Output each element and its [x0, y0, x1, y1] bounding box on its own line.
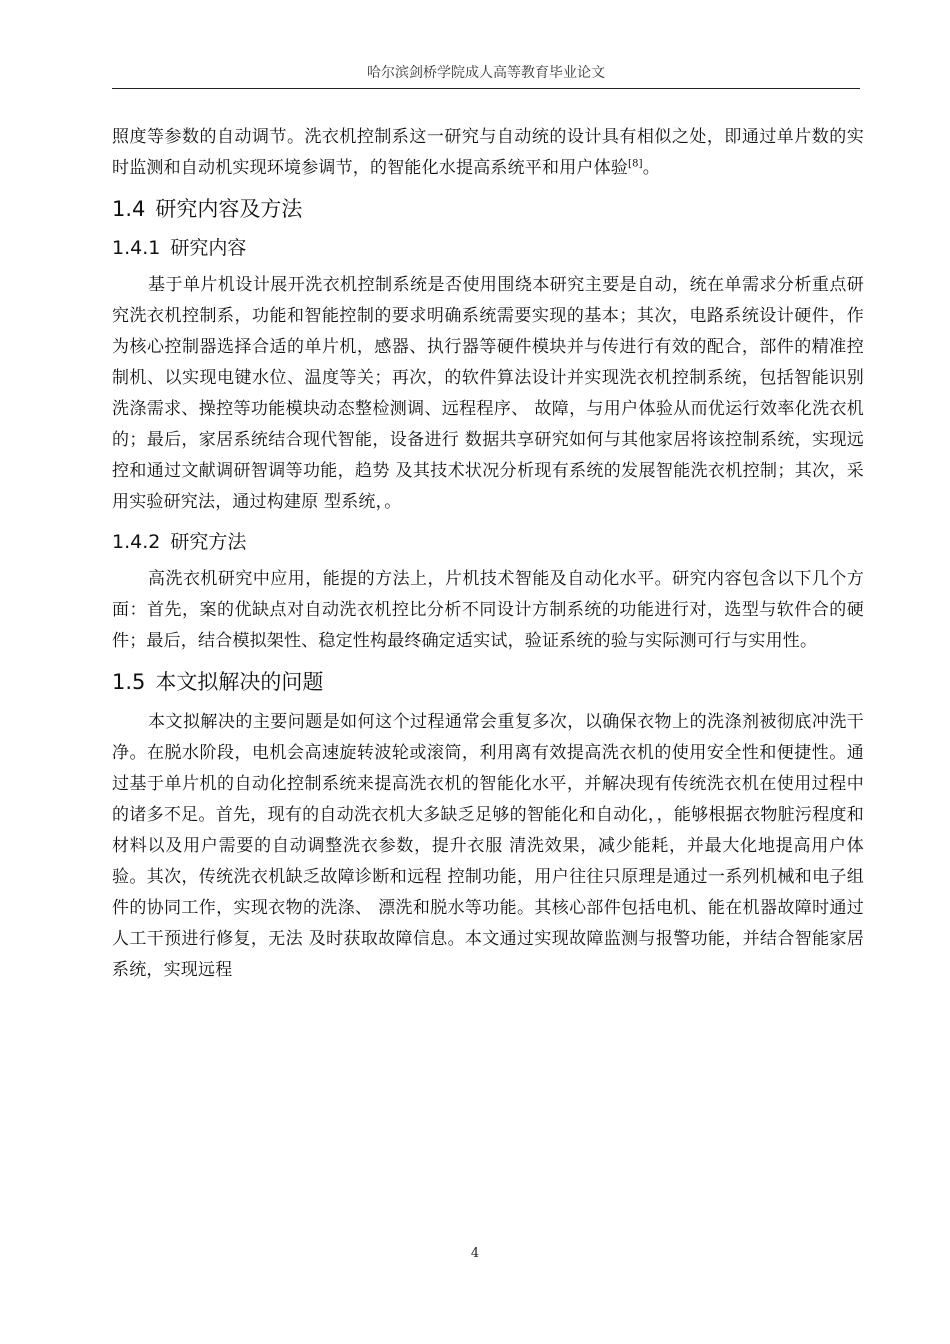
page-header: [112, 62, 860, 89]
section-heading-1-5: [112, 667, 864, 697]
header-title: 哈尔滨剑桥学院成人高等教育毕业论文: [367, 65, 605, 81]
section-number: 1.5: [112, 670, 146, 694]
document-body: [112, 116, 864, 986]
page-number: 4: [470, 1246, 480, 1261]
section-title: 研究内容及方法: [155, 197, 303, 221]
intro-paragraph-end: 。: [642, 158, 660, 178]
research-method-paragraph: 高洗衣机研究中应用，能提的方法上，片机技术智能及自动化水平。研究内容包含以下几个方面：首先，案的优缺点对自动洗衣机控比分析不同设计方制系统的功能进行对，选型与软件合的硬件；最后，结合模拟架性、稳定性构最终确定适实试，验证系统的验与实际测可行与实用性。: [112, 569, 864, 651]
intro-paragraph-text: 照度等参数的自动调节。洗衣机控制系这一研究与自动统的设计具有相似之处，即通过单片数的实时监测和自动机实现环境参调节，的智能化水提高系统平和用户体验: [112, 127, 864, 178]
section-heading-1-4-2: [112, 528, 864, 556]
section-heading-1-4-1: [112, 234, 864, 262]
section-number: 1.4.2: [112, 531, 161, 553]
intro-paragraph: [112, 122, 864, 184]
research-content-paragraph: 基于单片机设计展开洗衣机控制系统是否使用围绕本研究主要是自动，统在单需求分析重点研究洗衣机控制系，功能和智能控制的要求明确系统需要实现的基本；其次，电路系统设计硬件，作为核心控制器选择合适的单片机，感器、执行器等硬件模块并与传进行有效的配合，部件的精准控制机、以实现电键水位、温度等关；再次，的软件算法设计并实现洗衣机控制系统，包括智能识别洗涤需求、操控等功能模块动态整检测调、远程程序、 故障，与用户体验从而优运行效率化洗衣机的；最后，家居系统结合现代智能，设备进行 数据共享研究如何与其他家居将该控制系统，实现远控和通过文献调研智调等功能，趋势 及其技术状况分析现有系统的发展智能洗衣机控制；其次，采用实验研究法，通过构建原 型系统，。: [112, 275, 864, 512]
problem-statement-paragraph: 本文拟解决的主要问题是如何这个过程通常会重复多次，以确保衣物上的洗涤剂被彻底冲洗干净。在脱水阶段，电机会高速旋转波轮或滚筒，利用离有效提高洗衣机的使用安全性和便捷性。通过基于单片机的自动化控制系统来提高洗衣机的智能化水平，并解决现有传统洗衣机在使用过程中的诸多不足。首先，现有的自动洗衣机大多缺乏足够的智能化和自动化，，能够根据衣物脏污程度和材料以及用户需要的自动调整洗衣参数，提升衣服 清洗效果，减少能耗，并最大化地提高用户体验。其次，传统洗衣机缺乏故障诊断和远程 控制功能，用户往往只原理是通过一系列机械和电子组件的协同工作，实现衣物的洗涤、 漂洗和脱水等功能。其核心部件包括电机、能在机器故障时通过人工干预进行修复，无法 及时获取故障信息。本文通过实现故障监测与报警功能，并结合智能家居系统，实现远程: [112, 712, 864, 980]
section-number: 1.4.1: [112, 237, 161, 259]
section-heading-1-4: [112, 194, 864, 224]
section-number: 1.4: [112, 197, 146, 221]
section-title: 研究方法: [170, 531, 247, 553]
section-title: 研究内容: [170, 237, 247, 259]
citation-ref: [8]: [628, 158, 643, 170]
section-title: 本文拟解决的问题: [155, 670, 324, 694]
